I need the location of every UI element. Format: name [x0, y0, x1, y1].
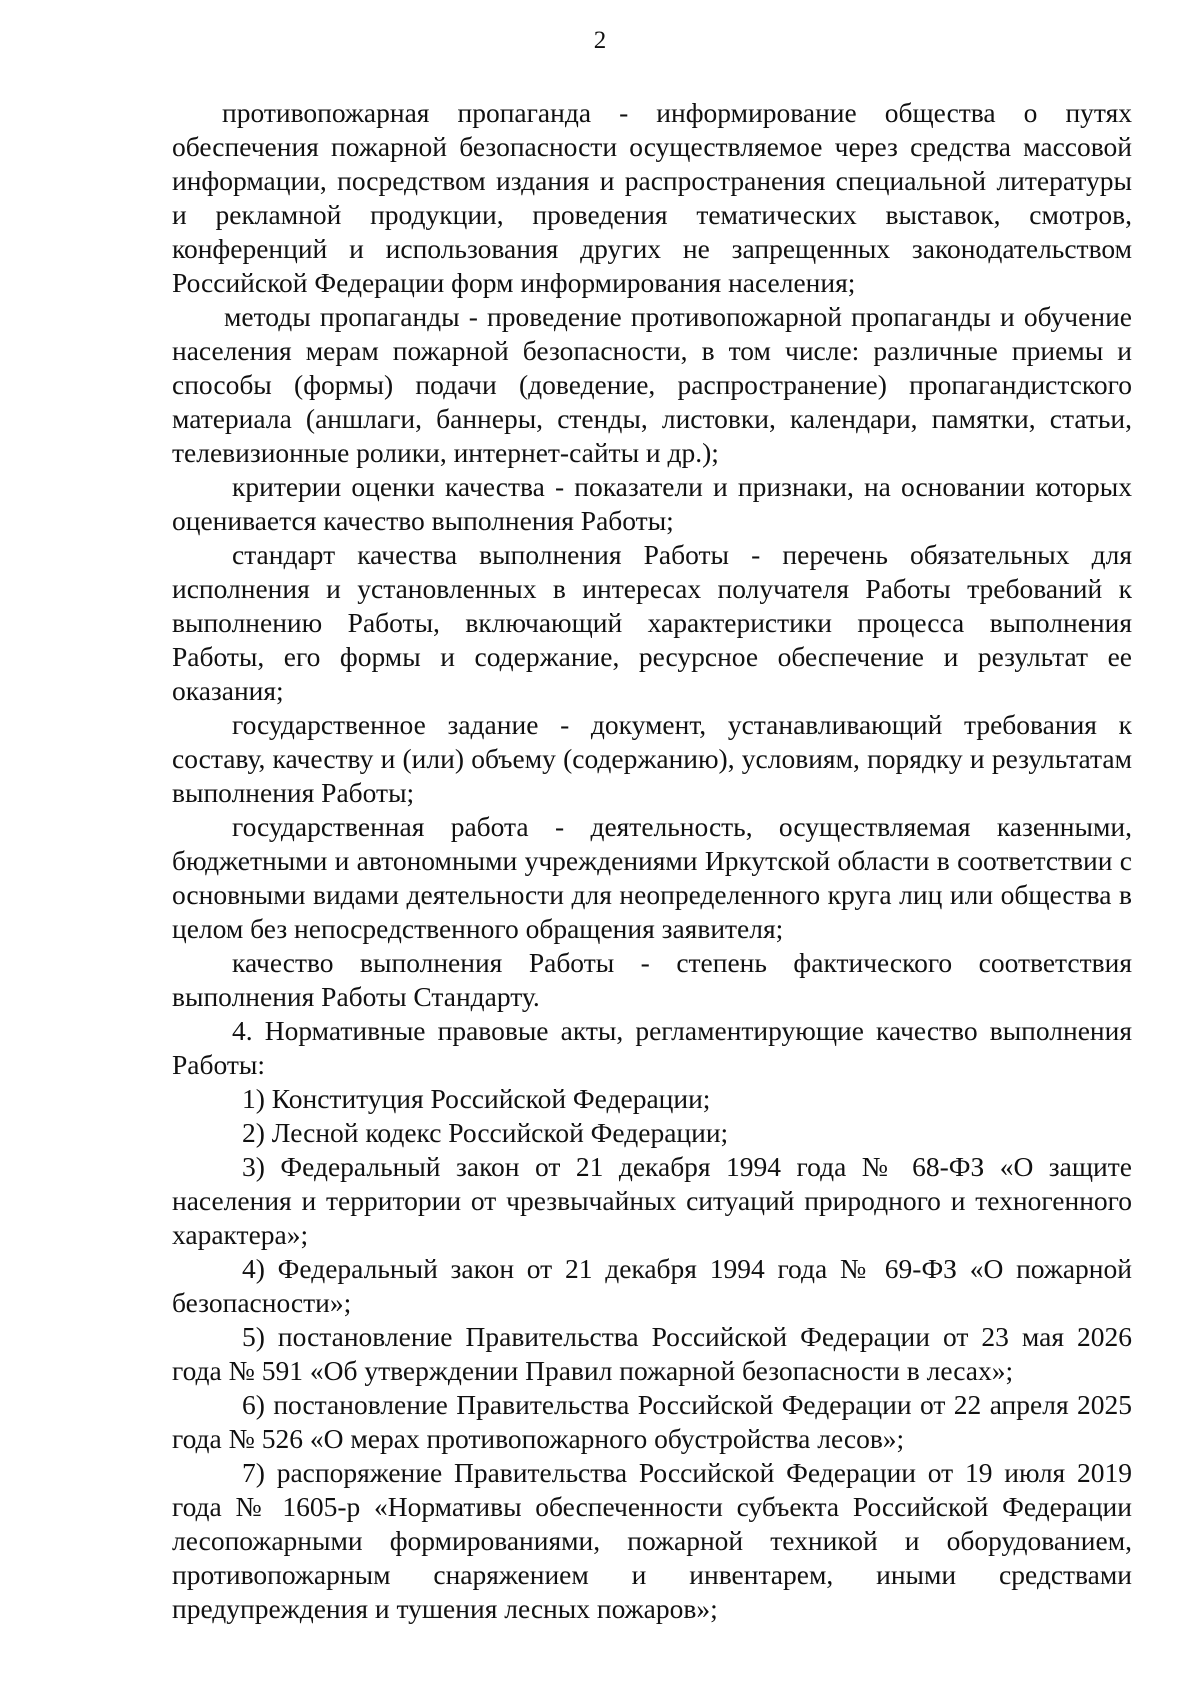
definition-state-work: государственная работа - деятельность, осуществляемая казенными, бюджетными и автономными учреждениями Иркутской области в соответствии с основными видами деятельности для неопределенного круга лиц или общества в целом без непосредственного обращения заявителя; — [172, 811, 1132, 944]
legal-act-item-1: 1) Конституция Российской Федерации; — [242, 1083, 711, 1114]
page-number: 2 — [593, 27, 607, 54]
definition-work-quality: качество выполнения Работы - степень фактического соответствия выполнения Работы Стандарту. — [172, 947, 1132, 1012]
definition-quality-standard: стандарт качества выполнения Работы - перечень обязательных для исполнения и установленных в интересах получателя Работы требований к выполнению Работы, включающий характеристики процесса выполнения Работы, его формы и содержание, ресурсное обеспечение и результат ее оказания; — [172, 539, 1132, 706]
definition-propaganda-methods: методы пропаганды - проведение противопожарной пропаганды и обучение населения мерам пожарной безопасности, в том числе: различные приемы и способы (формы) подачи (доведение, распространение) пропагандистского материала (аншлаги, баннеры, стенды, листовки, календари, памятки, статьи, телевизионные ролики, интернет-сайты и др.); — [172, 301, 1132, 468]
definition-quality-criteria: критерии оценки качества - показатели и признаки, на основании которых оценивается качество выполнения Работы; — [172, 471, 1132, 536]
definition-fire-propaganda: противопожарная пропаганда - информирование общества о путях обеспечения пожарной безопасности осуществляемое через средства массовой информации, посредством издания и распространения специальной литературы и рекламной продукции, проведения тематических выставок, смотров, конференций и использования других не запрещенных законодательством Российской Федерации форм информирования населения; — [172, 97, 1132, 298]
legal-act-item-3: 3) Федеральный закон от 21 декабря 1994 года № 68-ФЗ «О защите населения и территории от чрезвычайных ситуаций природного и техногенного характера»; — [172, 1151, 1132, 1250]
legal-act-item-5: 5) постановление Правительства Российской Федерации от 23 мая 2026 года № 591 «Об утверждении Правил пожарной безопасности в лесах»; — [172, 1321, 1132, 1386]
legal-act-item-6: 6) постановление Правительства Российской Федерации от 22 апреля 2025 года № 526 «О мерах противопожарного обустройства лесов»; — [172, 1389, 1132, 1454]
definition-state-assignment: государственное задание - документ, устанавливающий требования к составу, качеству и (или) объему (содержанию), условиям, порядку и результатам выполнения Работы; — [172, 709, 1132, 808]
legal-act-item-4: 4) Федеральный закон от 21 декабря 1994 года № 69-ФЗ «О пожарной безопасности»; — [172, 1253, 1132, 1318]
section-4-heading: 4. Нормативные правовые акты, регламентирующие качество выполнения Работы: — [172, 1015, 1132, 1080]
document-body — [172, 96, 1132, 1626]
legal-act-item-7: 7) распоряжение Правительства Российской Федерации от 19 июля 2019 года № 1605-р «Нормативы обеспеченности субъекта Российской Федерации лесопожарными формированиями, пожарной техникой и оборудованием, противопожарным снаряжением и инвентарем, иными средствами предупреждения и тушения лесных пожаров»; — [172, 1457, 1132, 1624]
legal-act-item-2: 2) Лесной кодекс Российской Федерации; — [242, 1117, 729, 1148]
